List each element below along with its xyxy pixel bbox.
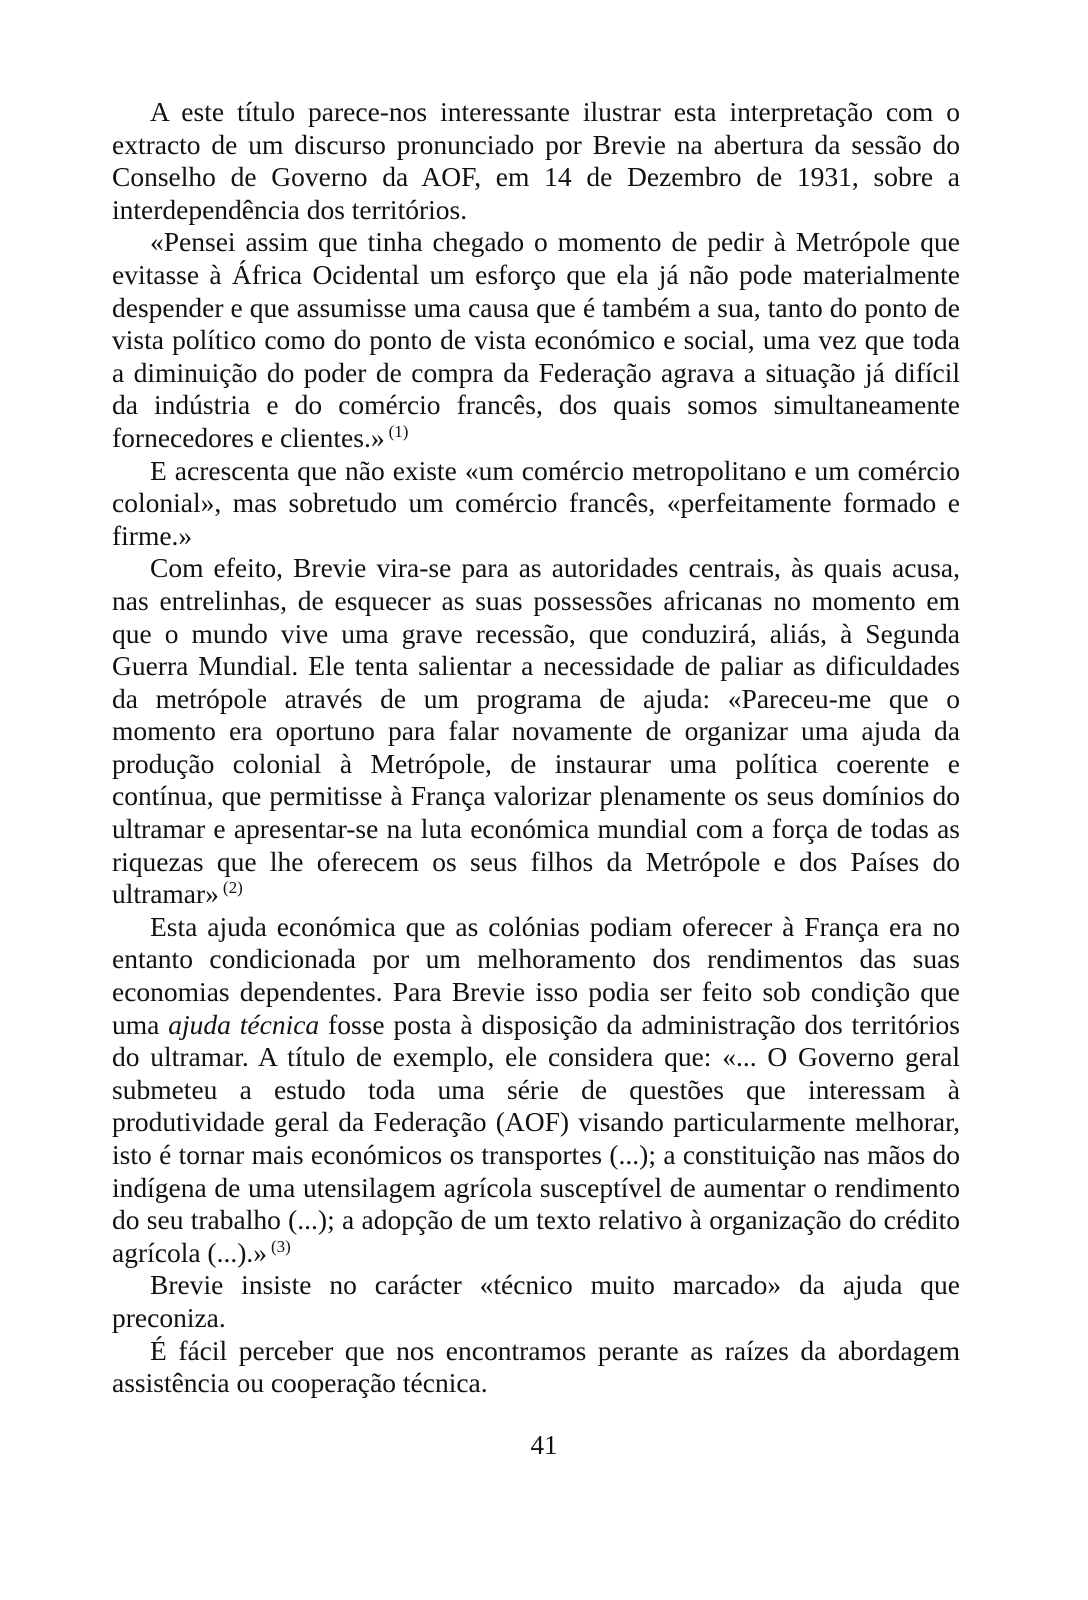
paragraph-5-text-after: fosse posta à disposição da administração dos territórios do ultramar. A título de exemplo, ele considera que: «... O Governo geral submeteu a estudo toda uma série de questões que interessam à produtividade geral da Federação (AOF) visando particularmente melhorar, isto é tornar mais económicos os transportes (...); a constituição nas mãos do indígena de uma utensilagem agrícola susceptível de aumentar o rendimento do seu trabalho (...); a adopção de um texto relativo à organização do crédito agrícola (...).» — [112, 1008, 960, 1268]
emphasis-ajuda-tecnica: ajuda técnica — [168, 1008, 320, 1040]
page-number: 41 — [530, 1430, 558, 1460]
paragraph-1 — [112, 96, 960, 226]
paragraph-2-text: «Pensei assim que tinha chegado o momento de pedir à Metrópole que evitasse à África Ocidental um esforço que ela já não pode materialmente despender e que assumisse uma causa que é também a sua, tanto do ponto de vista político como do ponto de vista económico e social, uma vez que toda a diminuição do poder de compra da Federação agrava a situação já difícil da indústria e do comércio francês, dos quais somos simultaneamente fornecedores e clientes.» — [112, 226, 960, 453]
paragraph-4 — [112, 552, 960, 911]
paragraph-2-quote — [112, 226, 960, 454]
page-body — [112, 96, 960, 1400]
paragraph-3-text: E acrescenta que não existe «um comércio metropolitano e um comércio colonial», mas sobretudo um comércio francês, «perfeitamente formado e firme.» — [112, 454, 960, 551]
paragraph-6-text: Brevie insiste no carácter «técnico muito marcado» da ajuda que preconiza. — [112, 1269, 960, 1333]
footnote-marker-2: (2) — [222, 878, 243, 898]
paragraph-6 — [112, 1269, 960, 1334]
paragraph-7-text: É fácil perceber que nos encontramos perante as raízes da abordagem assistência ou cooperação técnica. — [112, 1334, 960, 1399]
paragraph-5-text-before: Esta ajuda económica que as colónias podiam oferecer à França era no entanto condicionada por um melhoramento dos rendimentos das suas economias dependentes. Para Brevie isso podia ser feito sob condição que uma — [112, 910, 960, 1040]
paragraph-7 — [112, 1335, 960, 1400]
footnote-marker-1: (1) — [388, 421, 409, 441]
paragraph-1-text: A este título parece-nos interessante ilustrar esta interpretação com o extracto de um discurso pronunciado por Brevie na abertura da sessão do Conselho de Governo da AOF, em 14 de Dezembro de 1931, sobre a interdependência dos territórios. — [112, 96, 960, 225]
footnote-marker-3: (3) — [271, 1236, 291, 1256]
paragraph-4-text: Com efeito, Brevie vira-se para as autoridades centrais, às quais acusa, nas entrelinhas, de esquecer as suas possessões africanas no momento em que o mundo vive uma grave recessão, que conduzirá, aliás, à Segunda Guerra Mundial. Ele tenta salientar a necessidade de paliar as dificuldades da metrópole através de um programa de ajuda: «Pareceu-me que o momento era oportuno para falar novamente de organizar uma ajuda da produção colonial à Metrópole, de instaurar uma política coerente e contínua, que permitisse à França valorizar plenamente os seus domínios do ultramar e apresentar-se na luta económica mundial com a força de todas as riquezas que lhe oferecem os seus filhos da Metrópole e dos Países do ultramar» — [112, 552, 960, 910]
paragraph-5 — [112, 911, 960, 1270]
paragraph-3 — [112, 455, 960, 553]
